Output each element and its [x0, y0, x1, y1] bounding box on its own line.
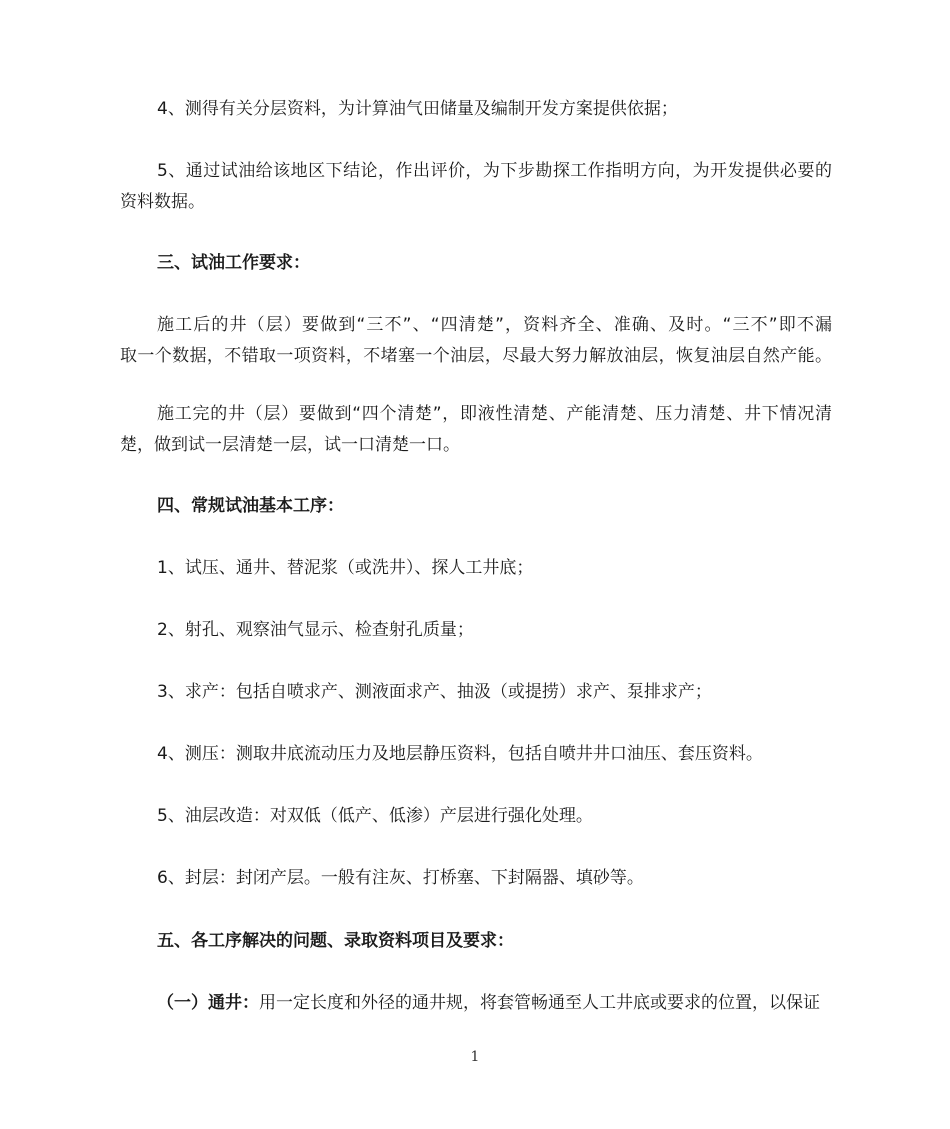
paragraph-item-5: [120, 156, 832, 218]
paragraph-item-4: 4、测得有关分层资料，为计算油气田储量及编制开发方案提供依据；: [157, 99, 678, 119]
step-item-5: 5、油层改造：对双低（低产、低渗）产层进行强化处理。: [157, 806, 593, 826]
section-heading-5: 五、各工序解决的问题、录取资料项目及要求：: [157, 931, 514, 951]
subsection-lead: （一）通井：: [157, 993, 259, 1013]
step-item-3: 3、求产：包括自喷求产、测液面求产、抽汲（或提捞）求产、泵排求产；: [157, 682, 712, 702]
step-item-6: 6、封层：封闭产层。一般有注灰、打桥塞、下封隔器、填砂等。: [157, 868, 644, 888]
section-heading-3: 三、试油工作要求：: [157, 253, 310, 273]
page-number: 1: [470, 1049, 480, 1065]
paragraph-requirement-2: [120, 399, 832, 461]
paragraph-requirement-1-line-1: 施工后的井（层）要做到“三不”、“四清楚”，资料齐全、准确、及时。“三不”即不漏: [157, 315, 832, 335]
paragraph-item-5-line-2: 资料数据。: [120, 192, 205, 212]
paragraph-requirement-1-line-2: 取一个数据，不错取一项资料，不堵塞一个油层，尽最大努力解放油层，恢复油层自然产能。: [120, 346, 832, 366]
paragraph-requirement-1: [120, 310, 832, 372]
step-item-1: 1、试压、通井、替泥浆（或洗井）、探人工井底；: [157, 558, 534, 578]
subsection-paragraph-1: [157, 988, 832, 1019]
step-item-4: 4、测压：测取井底流动压力及地层静压资料，包括自喷井井口油压、套压资料。: [157, 744, 763, 764]
step-item-2: 2、射孔、观察油气显示、检查射孔质量；: [157, 620, 474, 640]
section-heading-4: 四、常规试油基本工序：: [157, 496, 344, 516]
paragraph-requirement-2-line-2: 楚，做到试一层清楚一层，试一口清楚一口。: [120, 435, 460, 455]
paragraph-requirement-2-line-1: 施工完的井（层）要做到“四个清楚”，即液性清楚、产能清楚、压力清楚、井下情况清: [157, 404, 832, 424]
paragraph-item-5-line-1: 5、通过试油给该地区下结论，作出评价，为下步勘探工作指明方向，为开发提供必要的: [157, 161, 832, 181]
subsection-text: 用一定长度和外径的通井规，将套管畅通至人工井底或要求的位置，以保证: [259, 993, 820, 1013]
